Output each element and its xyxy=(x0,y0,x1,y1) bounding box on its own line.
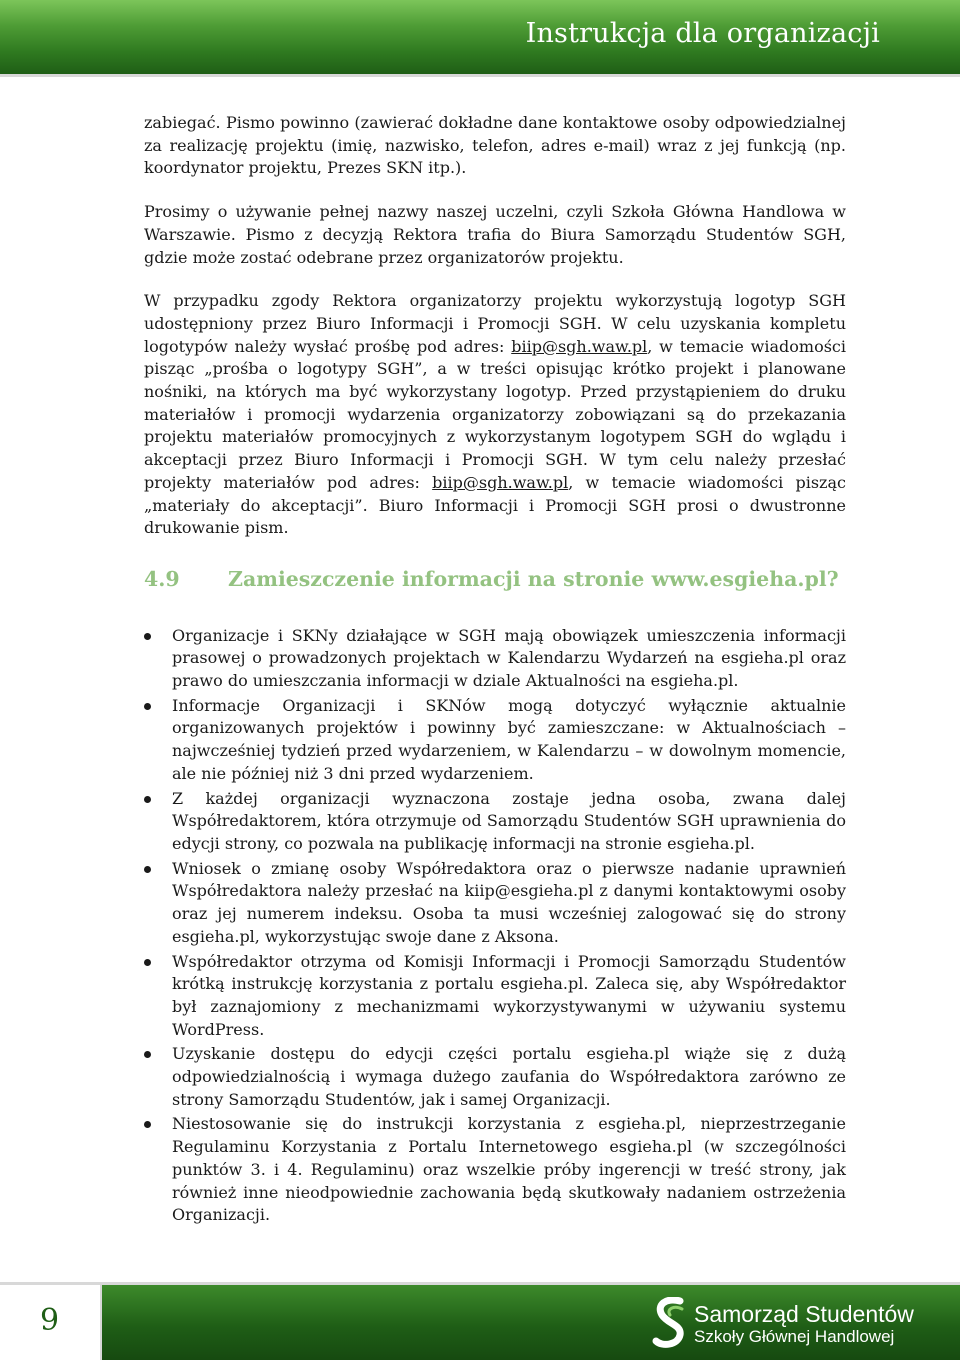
list-item-text: Z każdej organizacji wyznaczona zostaje jedna osoba, zwana dalej Współredaktorem, która otrzymuje od Samorządu Studentów SGH uprawnienia do edycji strony, co pozwala na publikację informacji na stronie esgieha.pl. xyxy=(172,788,846,853)
bullet-icon xyxy=(144,796,151,803)
page-content xyxy=(144,112,846,1229)
logo-line-2: Szkoły Głównej Handlowej xyxy=(694,1327,895,1346)
samorzad-logo-icon xyxy=(652,1297,686,1349)
bullet-icon xyxy=(144,703,151,710)
email-link-biip-second[interactable]: biip@sgh.waw.pl xyxy=(432,472,569,492)
bullet-icon xyxy=(144,866,151,873)
header-band xyxy=(0,0,960,77)
list-item-text: Organizacje i SKNy działające w SGH mają obowiązek umieszczenia informacji prasowej o prowadzonych projektach w Kalendarzu Wydarzeń na esgieha.pl oraz prawo do umieszczania informacji w dziale Aktualności na esgieha.pl. xyxy=(172,625,846,691)
bullet-icon xyxy=(144,633,151,640)
section-title: Zamieszczenie informacji na stronie www.esgieha.pl? xyxy=(228,566,839,591)
email-link-biip[interactable]: biip@sgh.waw.pl xyxy=(511,336,648,356)
page-number: 9 xyxy=(40,1303,60,1338)
paragraph-contact-details: zabiegać. Pismo powinno (zawierać dokładne dane kontaktowe osoby odpowiedzialnej za realizację projektu (imię, nazwisko, telefon, adres e-mail) wraz z jej funkcją (np. koordynator projektu, Prezes SKN itp.). xyxy=(144,113,846,178)
logo-line-1: Samorząd Studentów xyxy=(694,1301,914,1327)
section-number: 4.9 xyxy=(144,566,180,591)
list-item xyxy=(144,695,846,786)
list-item-text: Informacje Organizacji i SKNów mogą dotyczyć wyłącznie aktualnie organizowanych projektów i powinny być zamieszczane: w Aktualnościach – najwcześniej tydzień przed wydarzeniem, w Kalendarzu – w dowolnym momencie, ale nie później niż 3 dni przed wydarzeniem. xyxy=(172,695,846,783)
bullet-list xyxy=(144,625,846,1227)
list-item-text: Uzyskanie dostępu do edycji części portalu esgieha.pl wiąże się z dużą odpowiedzialnością i wymaga dużego zaufania do Współredaktora zarówno ze strony Samorządu Studentów, jak i samej Organizacji. xyxy=(172,1044,846,1109)
bullet-icon xyxy=(144,959,151,966)
section-heading xyxy=(144,568,846,591)
header-title: Instrukcja dla organizacji xyxy=(525,18,880,49)
logo-text-part1: W przypadku zgody Rektora organizatorzy projektu wykorzystują logotyp SGH udostępniony przez Biuro Informacji i Promocji SGH. W celu uzyskania kompletu logotypów należy wysłać prośbę pod adres: xyxy=(144,291,846,356)
list-item xyxy=(144,1113,846,1227)
list-item xyxy=(144,858,846,949)
paragraph-university-name: Prosimy o używanie pełnej nazwy naszej uczelni, czyli Szkoła Główna Handlowa w Warszawie. Pismo z decyzją Rektora trafia do Biura Samorządu Studentów SGH, gdzie może zostać odebrane przez organizatorów projektu. xyxy=(144,202,846,267)
list-item xyxy=(144,788,846,856)
logo-text-part2: , w temacie wiadomości pisząc „prośba o logotypy SGH”, a w treści opisując krótko projekt i planowane nośniki, na których ma być wykorzystany logotyp. Przed przystąpieniem do druku materiałów i promocji wydarzenia organizatorzy zobowiązani są do przekazania projektu materiałów promocyjnych z wykorzystanym logotypem SGH do wglądu i akceptacji przez Biuro Informacji i Promocji SGH. W tym celu należy przesłać projekty materiałów pod adres: xyxy=(144,336,847,492)
footer-band xyxy=(0,1282,960,1360)
samorzad-logo xyxy=(652,1295,912,1353)
list-item-text: Współredaktor otrzyma od Komisji Informacji i Promocji Samorządu Studentów krótką instrukcję korzystania z portalu esgieha.pl. Zaleca się, aby Współredaktor był zaznajomiony z mechanizmami wykorzystywanymi w używaniu systemu WordPress. xyxy=(172,951,846,1039)
logo-text-part3: , w temacie wiadomości pisząc „materiały do akceptacji”. Biuro Informacji i Promocji SGH prosi o dwustronne drukowanie pism. xyxy=(144,472,846,538)
paragraph-logo-usage xyxy=(144,290,846,540)
list-item xyxy=(144,951,846,1042)
list-item xyxy=(144,1043,846,1111)
bullet-icon xyxy=(144,1121,151,1128)
bullet-icon xyxy=(144,1051,151,1058)
list-item-text: Wniosek o zmianę osoby Współredaktora oraz o pierwsze nadanie uprawnień Współredaktora należy przesłać na kiip@esgieha.pl z danymi kontaktowymi osoby oraz jej numerem indeksu. Osoba ta musi wcześniej zalogować się do strony esgieha.pl, wykorzystując swoje dane z Aksona. xyxy=(172,858,846,946)
list-item xyxy=(144,625,846,693)
page-number-box xyxy=(0,1285,102,1360)
list-item-text: Niestosowanie się do instrukcji korzystania z esgieha.pl, nieprzestrzeganie Regulaminu Korzystania z Portalu Internetowego esgieha.pl (w szczególności punktów 3. i 4. Regulaminu) oraz wszelkie próby ingerencji w treść strony, jak również inne nieodpowiednie zachowania będą skutkowały nadaniem ostrzeżenia Organizacji. xyxy=(172,1114,846,1225)
